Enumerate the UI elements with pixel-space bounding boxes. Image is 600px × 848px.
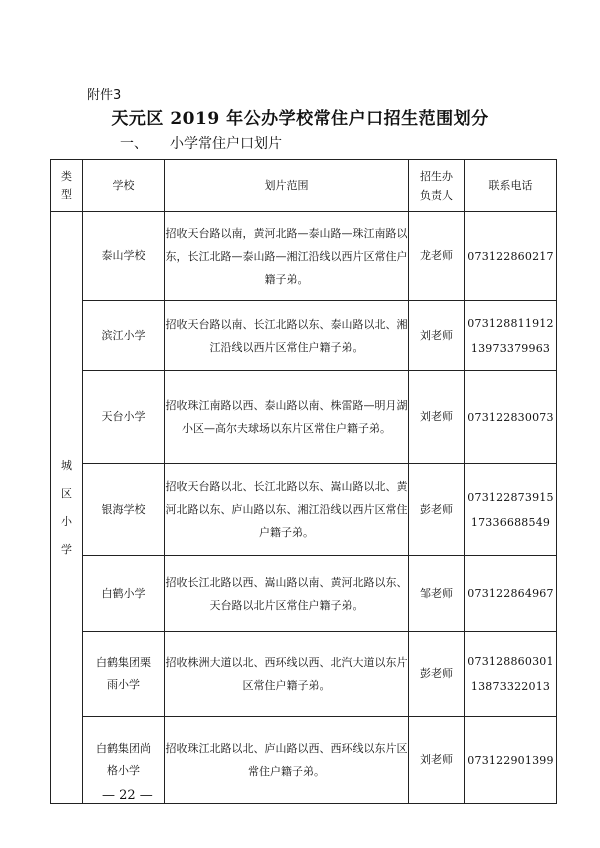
range-cell: 招收天台路以南、长江北路以东、泰山路以北、湘江沿线以西片区常住户籍子弟。 xyxy=(165,301,409,371)
header-type xyxy=(51,160,83,212)
school-cell xyxy=(83,301,165,371)
enrollment-table xyxy=(50,159,557,804)
header-range: 划片范围 xyxy=(165,160,409,212)
section-label: 小学常住户口划片 xyxy=(170,136,282,152)
phone-number: 13973379963 xyxy=(470,341,551,355)
table-row xyxy=(51,212,557,301)
section-heading xyxy=(120,133,282,153)
contact-cell: 刘老师 xyxy=(409,301,465,371)
header-row xyxy=(51,160,557,212)
phone-cell xyxy=(465,717,557,804)
phone-number: 073122864967 xyxy=(467,587,554,600)
contact-cell: 彭老师 xyxy=(409,632,465,717)
phone-cell xyxy=(465,632,557,717)
school-name: 天台小学 xyxy=(101,410,146,423)
range-cell: 招收长江北路以西、嵩山路以南、黄河北路以东、天台路以北片区常住户籍子弟。 xyxy=(165,556,409,632)
school-name: 白鹤小学 xyxy=(101,586,146,600)
school-name: 滨江小学 xyxy=(101,328,146,342)
phone-cell xyxy=(465,556,557,632)
page-title: 天元区 2019 年公办学校常住户口招生范围划分 xyxy=(111,109,489,129)
table-row xyxy=(51,464,557,556)
phone-number: 13873322013 xyxy=(470,680,551,693)
contact-cell: 彭老师 xyxy=(409,464,465,556)
header-contact xyxy=(409,160,465,212)
school-cell xyxy=(83,464,165,556)
contact-cell: 刘老师 xyxy=(409,717,465,804)
header-contact-text: 招生办负责人 xyxy=(420,169,453,202)
phone-number: 073122830073 xyxy=(467,410,554,424)
school-name: 白鹤集团栗雨小学 xyxy=(96,656,151,691)
school-name: 银海学校 xyxy=(101,502,146,516)
range-cell: 招收珠江南路以西、泰山路以南、株雷路—明月湖小区—高尔夫球场以东片区常住户籍子弟。 xyxy=(165,371,409,464)
range-cell: 招收株洲大道以北、西环线以西、北汽大道以东片区常住户籍子弟。 xyxy=(165,632,409,717)
table-row xyxy=(51,301,557,371)
contact-cell: 龙老师 xyxy=(409,212,465,301)
phone-number: 073122901399 xyxy=(467,753,554,767)
attachment-label: 附件3 xyxy=(87,88,122,103)
school-cell xyxy=(83,371,165,464)
school-cell xyxy=(83,556,165,632)
table-row xyxy=(51,371,557,464)
table-row xyxy=(51,632,557,717)
phone-cell xyxy=(465,464,557,556)
page-number: — 22 — xyxy=(102,788,153,803)
school-name: 泰山学校 xyxy=(101,249,146,262)
phone-number: 073122860217 xyxy=(467,249,554,263)
phone-number: 17336688549 xyxy=(470,515,551,529)
phone-number: 073122873915 xyxy=(467,490,554,504)
header-school: 学校 xyxy=(83,160,165,212)
school-cell xyxy=(83,212,165,301)
header-phone: 联系电话 xyxy=(465,160,557,212)
phone-cell xyxy=(465,371,557,464)
school-cell xyxy=(83,632,165,717)
range-cell: 招收珠江北路以北、庐山路以西、西环线以东片区常住户籍子弟。 xyxy=(165,717,409,804)
range-cell: 招收天台路以南，黄河北路—泰山路—珠江南路以东，长江北路—泰山路—湘江沿线以西片区常住户籍子弟。 xyxy=(165,212,409,301)
school-name: 白鹤集团尚格小学 xyxy=(96,742,151,777)
table-row xyxy=(51,556,557,632)
phone-number: 073128860301 xyxy=(467,655,554,668)
header-type-text: 类型 xyxy=(61,169,72,201)
contact-cell: 邹老师 xyxy=(409,556,465,632)
phone-cell xyxy=(465,212,557,301)
contact-cell: 刘老师 xyxy=(409,371,465,464)
phone-number: 073128811912 xyxy=(467,316,554,330)
type-cell xyxy=(51,212,83,804)
range-cell: 招收天台路以北、长江北路以东、嵩山路以北、黄河北路以东、庐山路以东、湘江沿线以西片区常住户籍子弟。 xyxy=(165,464,409,556)
phone-cell xyxy=(465,301,557,371)
section-number: 一、 xyxy=(120,136,148,152)
type-cell-text: 城区小学 xyxy=(61,458,72,556)
